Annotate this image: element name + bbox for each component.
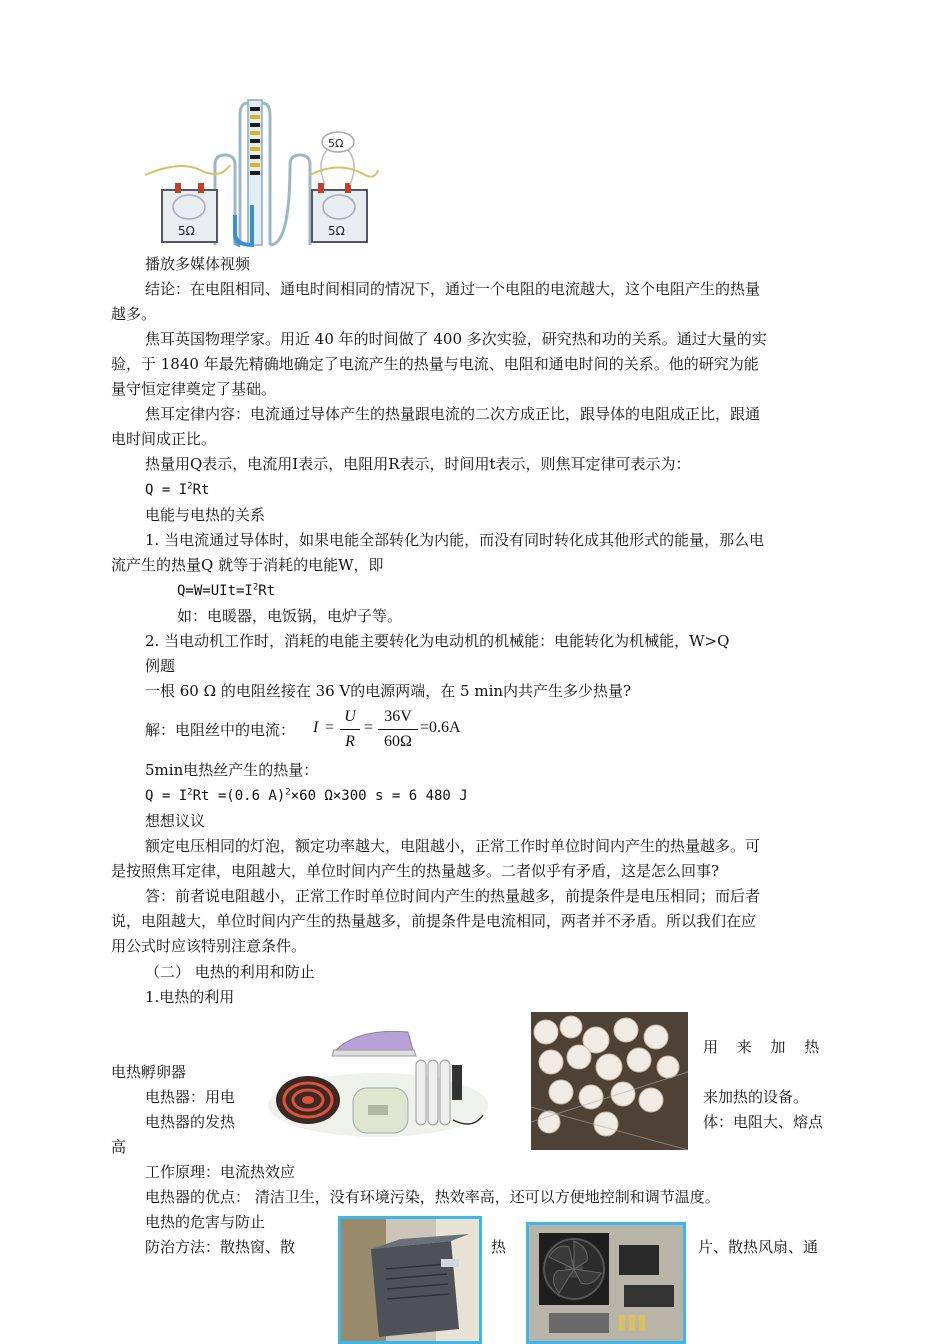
text-line: 防治方法：散热窗、散: [145, 1238, 296, 1256]
text-line: 热: [491, 1238, 507, 1256]
text-line: 额定电压相同的灯泡，额定功率越大，电阻越小，正常工作时单位时间内产生的热量越多。可: [145, 837, 761, 855]
formula-exponent: 2: [187, 481, 193, 492]
appliances-illustration: [268, 1020, 490, 1138]
subsection-heading: 1.电热的利用: [145, 988, 235, 1006]
formula-line: [145, 786, 468, 806]
formula-exponent: 2: [285, 787, 291, 798]
incubator-photo: [531, 1012, 688, 1150]
text-line: 片、散热风扇、通: [698, 1238, 819, 1256]
text-line: 流产生的热量Q 就等于消耗的电能W，即: [111, 556, 384, 574]
cpu-fan-photo: [526, 1222, 686, 1344]
formula-part: Rt: [258, 583, 276, 599]
text-line: 电热器：用电: [145, 1088, 236, 1106]
formula-result: =0.6A: [420, 719, 461, 736]
text-line: 想想议议: [145, 812, 206, 830]
formula-numerator: 36V: [384, 708, 412, 725]
text-line: 电时间成正比。: [111, 430, 217, 448]
left-box-label: 5Ω: [178, 224, 195, 238]
formula-line: [177, 581, 275, 601]
text-line: 如：电暖器，电饭锅，电炉子等。: [177, 607, 403, 625]
formula-part: Rt =(0.6 A): [192, 788, 286, 804]
text-line: 焦耳英国物理学家。用近 40 年的时间做了 400 多次实验，研究热和功的关系。通过大量的实: [145, 330, 767, 348]
right-box-label: 5Ω: [328, 224, 345, 238]
text-line: 电热孵卵器: [111, 1063, 187, 1081]
text-line: 2. 当电动机工作时，消耗的电能主要转化为电动机的机械能：电能转化为机械能，W>Q: [145, 632, 730, 650]
formula-denominator: 60Ω: [384, 733, 412, 750]
text-line: 工作原理：电流热效应: [145, 1163, 296, 1181]
text-line: 电热的危害与防止: [145, 1213, 266, 1231]
text-line: 播放多媒体视频: [145, 255, 251, 273]
text-line: 电热器的发热: [145, 1113, 236, 1131]
text-line: 1. 当电流通过导体时，如果电能全部转化为内能，而没有同时转化成其他形式的能量，那么电: [145, 531, 765, 549]
text-line: 说，电阻越大，单位时间内产生的热量越多，前提条件是电流相同，两者并不矛盾。所以我们在应: [111, 912, 757, 930]
external-resistor-label: 5Ω: [328, 137, 344, 150]
section-heading: （二） 电热的利用和防止: [145, 963, 315, 981]
fraction-bar: [340, 729, 360, 730]
fraction-bar: [378, 729, 418, 730]
formula-part: ×60 Ω×300 s = 6 480 J: [290, 788, 468, 804]
text-line: 是按照焦耳定律，电阻越大，单位时间内产生的热量越多。二者似乎有矛盾，这是怎么回事?: [111, 862, 720, 880]
formula-eq: =: [364, 719, 374, 736]
formula-part: Q = I: [145, 482, 188, 498]
text-line: 用公式时应该特别注意条件。: [111, 937, 307, 955]
joule-apparatus-figure: [140, 95, 380, 250]
text-line: 验，于 1840 年最先精确地确定了电流产生的热量与电流、电阻和通电时间的关系。他的研究为能: [111, 355, 759, 373]
text-line: 结论：在电阻相同、通电时间相同的情况下，通过一个电阻的电流越大，这个电阻产生的热量: [145, 280, 761, 298]
formula-exponent: 2: [252, 582, 259, 593]
tv-photo: [338, 1216, 482, 1344]
text-line: 来加热的设备。: [703, 1088, 809, 1106]
text-line: 解：电阻丝中的电流：: [145, 721, 296, 739]
text-line: 体：电阻大、熔点: [703, 1113, 824, 1131]
formula-exponent: 2: [187, 787, 193, 798]
text-line: 用 来 加 热: [703, 1038, 820, 1056]
manometer-scale: [250, 107, 260, 175]
formula-numerator: U: [344, 708, 356, 725]
text-line: 5min电热丝产生的热量：: [145, 761, 319, 779]
text-line: 焦耳定律内容：电流通过导体产生的热量跟电流的二次方成正比，跟导体的电阻成正比，跟通: [145, 405, 761, 423]
formula-denominator: R: [345, 733, 355, 750]
formula-eq: =: [325, 719, 335, 736]
text-line: 一根 60 Ω 的电阻丝接在 36 V的电源两端，在 5 min内共产生多少热量?: [145, 682, 632, 700]
text-line: 例题: [145, 657, 176, 675]
text-line: 热量用Q表示，电流用I表示，电阻用R表示，时间用t表示，则焦耳定律可表示为：: [145, 455, 691, 473]
formula-part: Q = I: [145, 788, 188, 804]
formula-lhs: I: [313, 719, 319, 736]
formula-part: Q=W=UIt=I: [177, 583, 253, 599]
text-line: 电能与电热的关系: [145, 506, 266, 524]
text-line: 电热器的优点： 清洁卫生，没有环境污染，热效率高，还可以方便地控制和调节温度。: [145, 1188, 720, 1206]
formula-line: [145, 480, 209, 500]
text-line: 高: [111, 1138, 127, 1156]
formula-part: Rt: [192, 482, 210, 498]
text-line: 答：前者说电阻越小，正常工作时单位时间内产生的热量越多，前提条件是电压相同；而后者: [145, 887, 761, 905]
text-line: 越多。: [111, 305, 157, 323]
text-line: 量守恒定律奠定了基础。: [111, 380, 277, 398]
